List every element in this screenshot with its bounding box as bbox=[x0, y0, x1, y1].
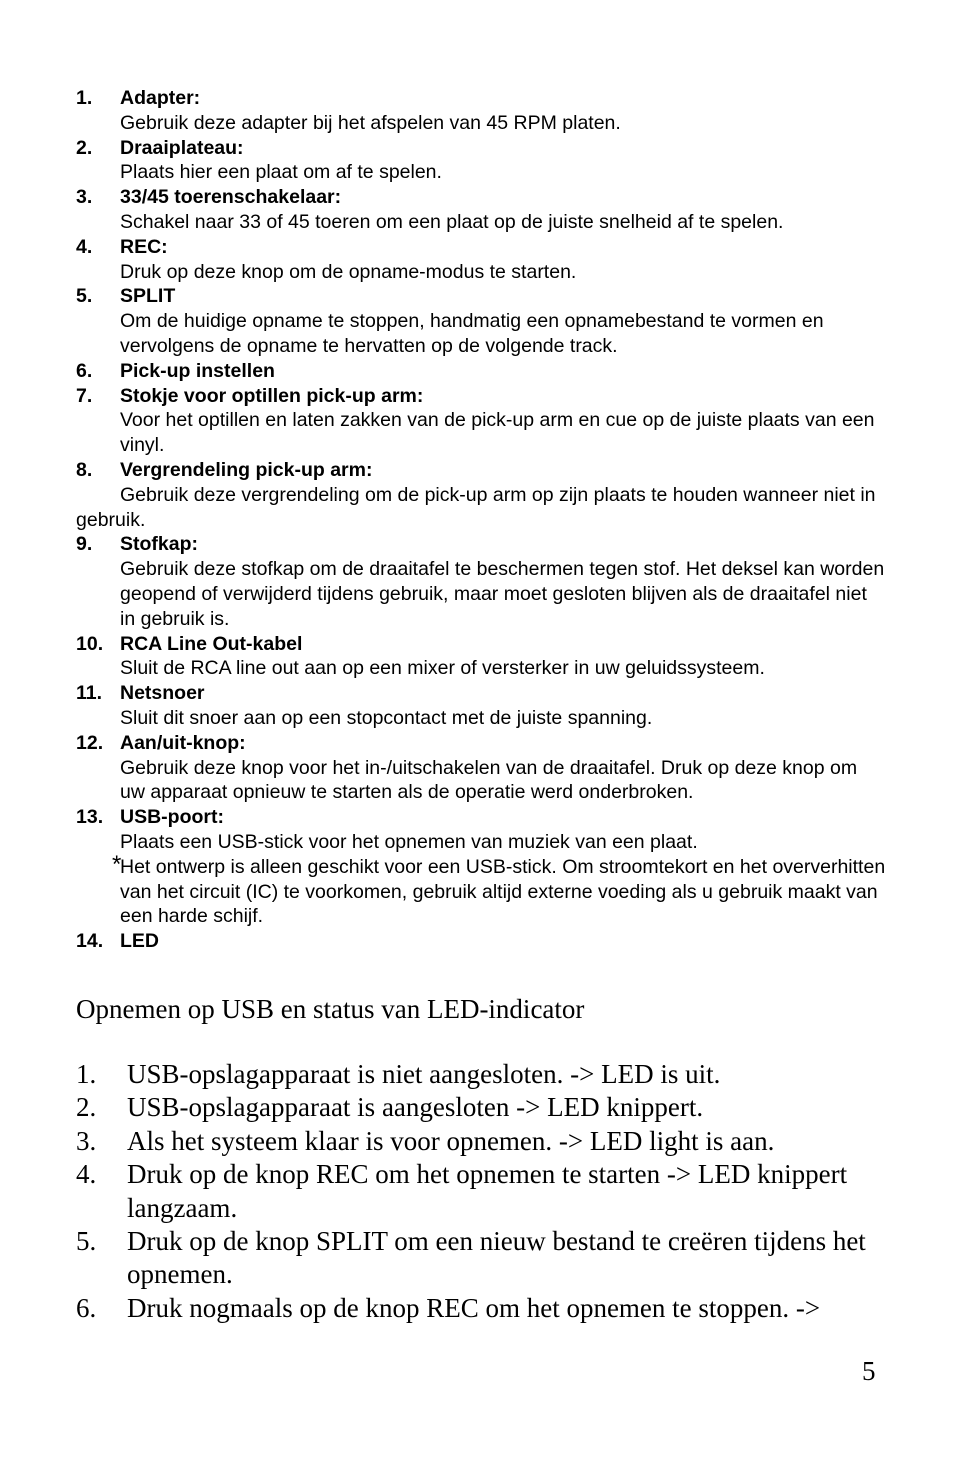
item-title: RCA Line Out-kabel bbox=[120, 632, 303, 655]
item-description: Plaats een USB-stick voor het opnemen van muziek van een plaat. bbox=[120, 830, 698, 853]
list-item bbox=[76, 136, 886, 186]
list-item bbox=[76, 458, 886, 532]
item-number: 3. bbox=[76, 186, 93, 209]
item-number: 8. bbox=[76, 458, 93, 481]
item-description: Voor het optillen en laten zakken van de pick-up arm en cue op de juiste plaats van een vinyl. bbox=[120, 409, 875, 457]
section-heading: Opnemen op USB en status van LED-indicator bbox=[76, 994, 585, 1024]
step-text: Druk op de knop REC om het opnemen te starten -> LED knippert langzaam. bbox=[127, 1159, 848, 1223]
step-item bbox=[76, 1091, 886, 1124]
list-item bbox=[76, 532, 886, 631]
item-title: Draaiplateau: bbox=[120, 136, 244, 159]
item-description: Sluit dit snoer aan op een stopcontact met de juiste spanning. bbox=[120, 706, 653, 729]
item-number: 10. bbox=[76, 632, 104, 655]
item-description: Sluit de RCA line out aan op een mixer of versterker in uw geluidssysteem. bbox=[120, 657, 765, 680]
step-text: Als het systeem klaar is voor opnemen. -> LED light is aan. bbox=[127, 1125, 775, 1156]
step-text: USB-opslagapparaat is niet aangesloten. -> LED is uit. bbox=[127, 1059, 721, 1089]
page-number: 5 bbox=[862, 1356, 876, 1386]
item-number: 1. bbox=[76, 87, 93, 109]
item-description: Gebruik deze knop voor het in-/uitschakelen van de draaitafel. Druk op deze knop om uw apparaat opnieuw te starten als de operatie werd onderbroken. bbox=[120, 756, 858, 804]
item-title: REC: bbox=[120, 235, 168, 258]
item-title: LED bbox=[120, 930, 159, 953]
list-item bbox=[76, 929, 886, 954]
step-number: 1. bbox=[76, 1059, 97, 1089]
step-item bbox=[76, 1158, 886, 1225]
item-title: USB-poort: bbox=[120, 806, 224, 829]
item-title: Adapter: bbox=[120, 87, 201, 109]
item-number: 13. bbox=[76, 806, 104, 829]
item-title: Pick-up instellen bbox=[120, 359, 275, 382]
item-description: Om de huidige opname te stoppen, handmatig een opnamebestand te vormen en vervolgens de opname te hervatten op de volgende track. bbox=[120, 310, 824, 357]
item-title: Aan/uit-knop: bbox=[120, 731, 246, 754]
step-number: 4. bbox=[76, 1159, 97, 1190]
list-item bbox=[76, 681, 886, 731]
step-item bbox=[76, 1125, 886, 1158]
item-description: Schakel naar 33 of 45 toeren om een plaat op de juiste snelheid af te spelen. bbox=[120, 210, 784, 233]
item-number: 6. bbox=[76, 359, 93, 382]
item-description: Gebruik deze adapter bij het afspelen van 45 RPM platen. bbox=[120, 111, 621, 134]
step-item bbox=[76, 1058, 886, 1091]
led-status-steps bbox=[76, 1058, 886, 1325]
step-number: 5. bbox=[76, 1226, 97, 1257]
list-item bbox=[76, 632, 886, 682]
item-number: 12. bbox=[76, 731, 104, 754]
step-number: 3. bbox=[76, 1125, 97, 1156]
list-item bbox=[76, 731, 886, 805]
item-title: Stofkap: bbox=[120, 533, 198, 556]
step-item bbox=[76, 1292, 886, 1325]
step-text: Druk nogmaals op de knop REC om het opnemen te stoppen. -> bbox=[127, 1292, 821, 1323]
list-item bbox=[76, 384, 886, 458]
list-item bbox=[76, 235, 886, 285]
item-title: Netsnoer bbox=[120, 682, 205, 705]
item-number: 11. bbox=[76, 682, 103, 705]
item-number: 5. bbox=[76, 285, 93, 308]
list-item bbox=[76, 284, 886, 358]
item-number: 14. bbox=[76, 930, 104, 953]
item-title: 33/45 toerenschakelaar: bbox=[120, 186, 342, 209]
step-number: 2. bbox=[76, 1092, 97, 1123]
item-number: 2. bbox=[76, 136, 93, 159]
item-number: 7. bbox=[76, 384, 93, 407]
item-description: Gebruik deze stofkap om de draaitafel te beschermen tegen stof. Het deksel kan worden geopend of verwijderd tijdens gebruik, maar moet gesloten blijven als de draaitafel niet in gebruik is. bbox=[120, 558, 885, 630]
item-description: Gebruik deze vergrendeling om de pick-up arm op zijn plaats te houden wanneer niet in gebruik. bbox=[76, 483, 876, 531]
list-item bbox=[76, 359, 886, 384]
component-list bbox=[76, 86, 886, 954]
item-title: Stokje voor optillen pick-up arm: bbox=[120, 384, 424, 407]
item-description: Druk op deze knop om de opname-modus te starten. bbox=[120, 260, 577, 283]
item-title: SPLIT bbox=[120, 285, 176, 308]
step-item bbox=[76, 1225, 886, 1292]
step-text: Druk op de knop SPLIT om een nieuw bestand te creëren tijdens het opnemen. bbox=[127, 1226, 866, 1290]
note-asterisk: * bbox=[112, 850, 122, 878]
note-text: Het ontwerp is alleen geschikt voor een USB-stick. Om stroomtekort en het oververhitten van het circuit (IC) te voorkomen, gebruik altijd externe voeding als u gebruik maakt van een harde schijf. bbox=[120, 855, 886, 928]
list-item bbox=[76, 86, 886, 136]
usb-note bbox=[112, 850, 886, 929]
item-title: Vergrendeling pick-up arm: bbox=[120, 458, 373, 481]
step-text: USB-opslagapparaat is aangesloten -> LED knippert. bbox=[127, 1092, 704, 1123]
item-number: 9. bbox=[76, 533, 93, 556]
list-item bbox=[76, 185, 886, 235]
step-number: 6. bbox=[76, 1292, 97, 1323]
item-description: Plaats hier een plaat om af te spelen. bbox=[120, 161, 442, 184]
item-number: 4. bbox=[76, 235, 93, 258]
list-item bbox=[76, 805, 886, 929]
